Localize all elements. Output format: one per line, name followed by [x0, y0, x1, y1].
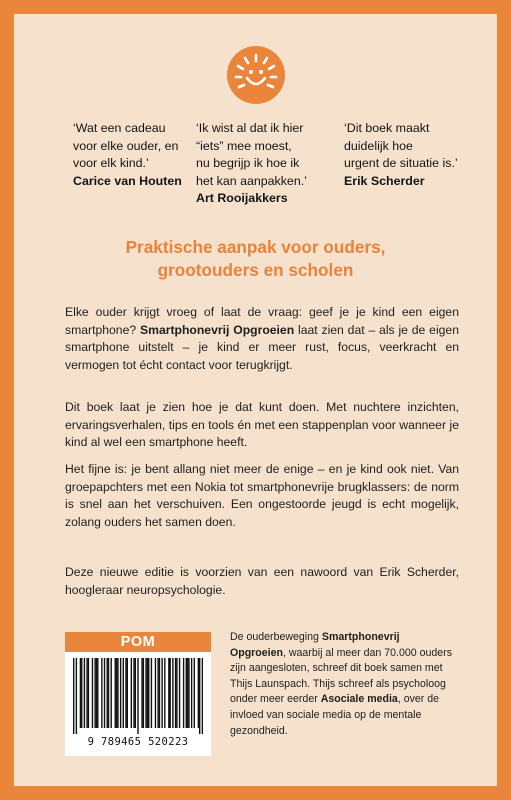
- barcode-bar: [148, 658, 149, 728]
- quote-author: Erik Scherder: [344, 173, 425, 188]
- headline: [24, 236, 487, 282]
- barcode-bar: [86, 658, 87, 728]
- barcode-bars: [73, 658, 203, 734]
- quote-line: duidelijk hoe: [344, 138, 413, 153]
- quote-line: ‘Wat een cadeau: [73, 121, 166, 135]
- barcode-bar: [194, 658, 195, 728]
- barcode-bar: [131, 658, 132, 728]
- isbn-barcode: [65, 652, 211, 756]
- barcode-bar: [80, 658, 81, 728]
- barcode-bar: [107, 658, 108, 728]
- barcode-bar: [101, 658, 102, 728]
- quote-line: ‘Dit boek maakt: [344, 121, 430, 135]
- quote-line: urgent de situatie is.’: [344, 156, 458, 170]
- barcode-bar: [123, 658, 124, 728]
- barcode-bar: [199, 658, 200, 734]
- barcode-bar: [145, 658, 146, 728]
- quote-line: het kan aanpakken.’: [196, 173, 307, 188]
- barcode-bar: [115, 658, 116, 728]
- quote-line: voor elk kind.’: [73, 156, 149, 170]
- barcode-bar: [191, 658, 192, 728]
- barcode-bar: [168, 658, 169, 728]
- paragraph-norm: Het fijne is: je bent allang niet meer de enige – en je kind ook niet. Van groepapchters met een Nokia tot smartphonevrije brugklassers: de norm is snel aan het verschuiven. Een ongestoorde jeugd is echt mogelijk, zolang ouders het samen doen.: [65, 462, 459, 529]
- paragraph-text: laat zien dat – als je de eigen smartphone uitstelt – je kind er meer rust, focus, veerkracht en vermogen tot écht contact voor terugkrijgt.: [65, 322, 459, 372]
- barcode-bar: [135, 658, 136, 728]
- barcode-bar: [175, 658, 176, 728]
- isbn-digits: 9 789465 520223: [87, 736, 189, 748]
- barcode-bar: [84, 658, 85, 728]
- barcode-bar: [137, 658, 138, 734]
- barcode-bar: [169, 658, 170, 728]
- quote-line: “iets” mee moest,: [196, 138, 292, 153]
- quote-line: nu begrijp ik hoe ik: [196, 156, 300, 170]
- barcode-bar: [97, 658, 98, 728]
- barcode-bar: [183, 658, 184, 728]
- quote-line: voor elke ouder, en: [73, 138, 179, 153]
- barcode-bar: [120, 658, 121, 728]
- barcode-bar: [96, 658, 97, 728]
- bio-text: De ouderbeweging: [230, 631, 322, 643]
- quote-carice: [73, 120, 205, 190]
- barcode-bar: [108, 658, 109, 728]
- paragraph-text: Elke ouder krijgt vroeg of laat de vraag: geef je je kind een eigen smartphone?: [65, 305, 459, 337]
- bio-bold-name: Smartphonevrij Opgroeien: [230, 631, 400, 659]
- barcode-bar: [104, 658, 105, 728]
- barcode-bar: [92, 658, 93, 728]
- headline-line: grootouders en scholen: [157, 260, 354, 280]
- barcode-bar: [188, 658, 189, 728]
- barcode-bar: [198, 658, 199, 728]
- barcode-bar: [159, 658, 160, 728]
- bio-text: , waarbij al meer dan 70.000 ouders zijn aangesloten, schreef dit boek samen met Thijs Launspach. Thijs schreef als psycholoog onder meer eerder: [230, 646, 452, 706]
- barcode-bar: [187, 658, 188, 728]
- barcode-bar: [172, 658, 173, 728]
- barcode-bar: [147, 658, 148, 728]
- barcode-bar: [186, 658, 187, 728]
- barcode-bar: [94, 658, 95, 728]
- barcode-bar: [202, 658, 203, 734]
- quote-art: [196, 120, 331, 208]
- smiling-sun-icon: [227, 46, 285, 104]
- quote-author: Carice van Houten: [73, 173, 182, 188]
- barcode-bar: [81, 658, 82, 728]
- paragraph-how: Dit boek laat je zien hoe je dat kunt doen. Met nuchtere inzichten, ervaringsverhalen, tips en tools én met een stappenplan voor wanneer je kind al wel een smartphone heeft.: [65, 400, 459, 450]
- author-bio: [230, 630, 458, 739]
- barcode-bar: [76, 658, 77, 734]
- paragraph-edition: Deze nieuwe editie is voorzien van een nawoord van Erik Scherder, hoogleraar neuropsychologie.: [65, 565, 459, 597]
- barcode-bar: [127, 658, 128, 728]
- barcode-bar: [111, 658, 112, 728]
- barcode-bar: [161, 658, 162, 728]
- barcode-bar: [116, 658, 117, 728]
- publisher-logo: POM: [65, 632, 211, 652]
- barcode-bar: [143, 658, 144, 728]
- bio-text: , over de invloed van sociale media op de mentale gezondheid.: [230, 693, 440, 737]
- quote-author: Art Rooijakkers: [196, 191, 288, 205]
- paragraph-intro: [65, 304, 459, 374]
- barcode-bar: [157, 658, 158, 728]
- book-title-inline: Smartphonevrij Opgroeien: [139, 322, 295, 337]
- barcode-bar: [176, 658, 177, 728]
- barcode-bar: [133, 658, 134, 728]
- barcode-bar: [125, 658, 126, 728]
- barcode-bar: [73, 658, 74, 734]
- barcode-bar: [141, 658, 142, 728]
- headline-line: Praktische aanpak voor ouders,: [125, 237, 386, 257]
- bio-bold-title: Asociale media: [320, 693, 398, 706]
- quote-erik: [344, 120, 476, 190]
- barcode-bar: [179, 658, 180, 728]
- barcode-bar: [88, 658, 89, 728]
- barcode-bar: [164, 658, 165, 728]
- barcode-bar: [151, 658, 152, 728]
- barcode-bar: [155, 658, 156, 728]
- barcode-bar: [117, 658, 118, 728]
- quote-line: ‘Ik wist al dat ik hier: [196, 121, 304, 135]
